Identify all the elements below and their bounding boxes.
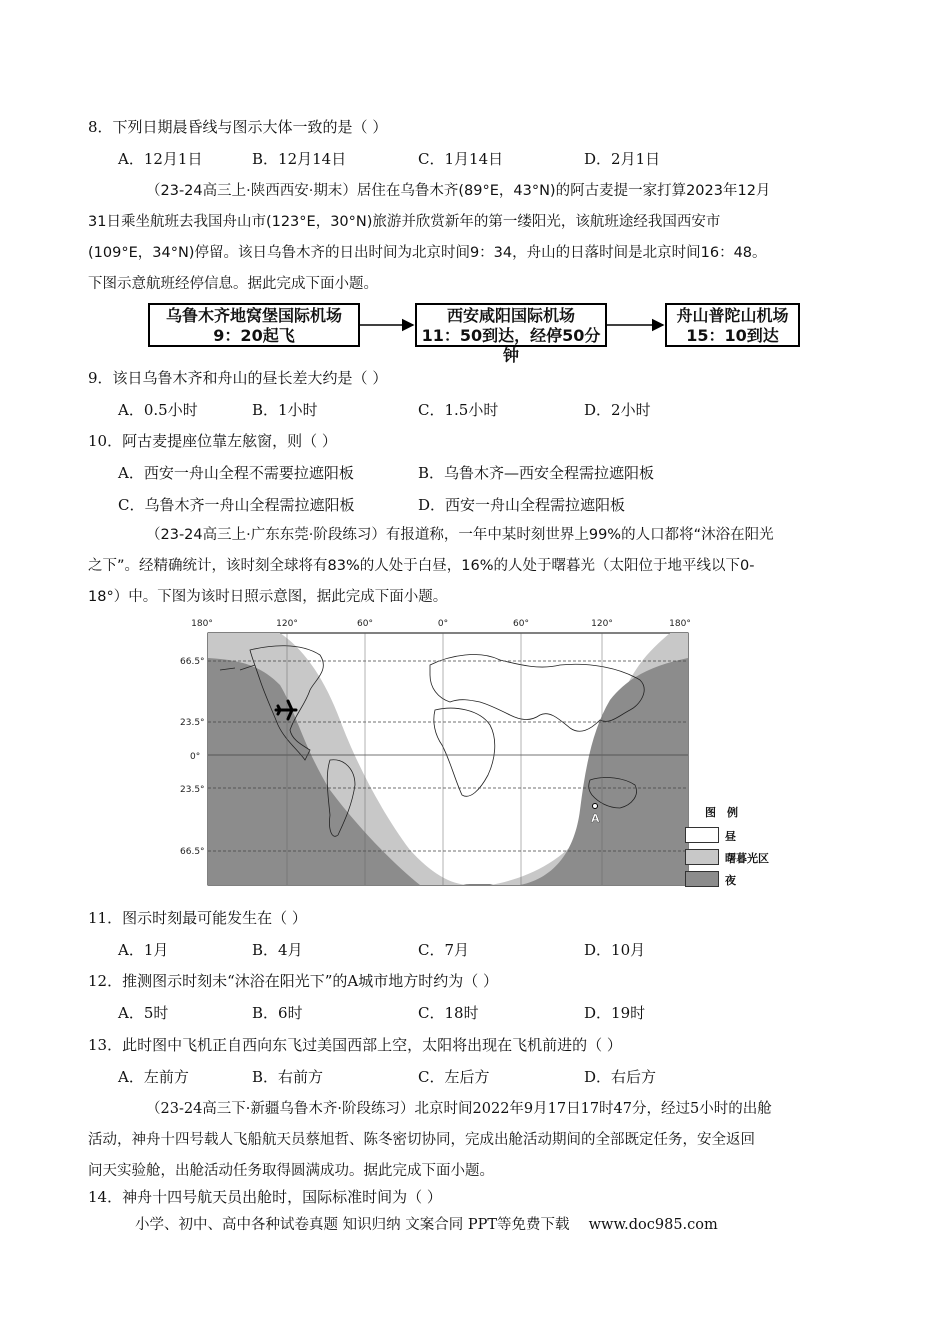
legend-title: 图 例	[705, 806, 738, 819]
q10-option-b: B．乌鲁木齐—西安全程需拉遮阳板	[418, 464, 655, 482]
q13-option-b: B．右前方	[252, 1068, 324, 1086]
flow-box-xian-name: 西安咸阳国际机场	[446, 306, 575, 325]
q11-stem: 11．图示时刻最可能发生在（ ）	[88, 909, 307, 927]
legend-swatch-night	[685, 871, 719, 887]
q8-stem: 8．下列日期晨昏线与图示大体一致的是（ ）	[88, 118, 388, 136]
passage-2-line: 18°）中。下图为该时日照示意图，据此完成下面小题。	[88, 589, 448, 605]
flow-box-urumqi-name: 乌鲁木齐地窝堡国际机场	[165, 306, 342, 325]
q10-stem: 10．阿古麦提座位靠左舷窗，则（ ）	[88, 432, 337, 450]
q13-stem: 13．此时图中飞机正自西向东飞过美国西部上空，太阳将出现在飞机前进的（ ）	[88, 1036, 622, 1054]
passage-1-line: 31日乘坐航班去我国舟山市(123°E，30°N)旅游并欣赏新年的第一缕阳光，该航班途经我国西安市	[88, 214, 721, 230]
lon-label: 180°	[191, 619, 213, 629]
passage-3-line: 问天实验舱，出舱活动任务取得圆满成功。据此完成下面小题。	[88, 1163, 494, 1179]
q9-option-b: B．1小时	[252, 401, 318, 419]
q10-option-d: D．西安一舟山全程需拉遮阳板	[418, 496, 626, 514]
legend-swatch-day	[685, 827, 719, 843]
page-footer: 小学、初中、高中各种试卷真题 知识归纳 文案合同 PPT等免费下载 www.doc985.com	[135, 1217, 718, 1233]
lat-label: 23.5°	[180, 785, 205, 795]
q12-option-d: D．19时	[584, 1004, 646, 1022]
point-a-marker	[593, 804, 598, 809]
q10-option-c: C．乌鲁木齐一舟山全程需拉遮阳板	[118, 496, 355, 514]
flow-box-zhoushan-name: 舟山普陀山机场	[676, 306, 789, 325]
q9-option-a: A．0.5小时	[118, 401, 198, 419]
q11-option-b: B．4月	[252, 941, 303, 959]
lon-label: 120°	[276, 619, 298, 629]
q11-option-a: A．1月	[118, 941, 169, 959]
q8-option-d: D．2月1日	[584, 150, 661, 168]
q12-option-c: C．18时	[418, 1004, 479, 1022]
q8-option-a: A．12月1日	[118, 150, 203, 168]
q8-option-b: B．12月14日	[252, 150, 347, 168]
illumination-map	[180, 610, 770, 890]
q13-option-d: D．右后方	[584, 1068, 657, 1086]
flow-box-xian-time: 11：50到达，经停50分钟	[421, 326, 601, 365]
flow-box-zhoushan-time: 15：10到达	[686, 326, 779, 345]
q8-option-c: C．1月14日	[418, 150, 504, 168]
q10-option-a: A．西安一舟山全程不需要拉遮阳板	[118, 464, 354, 482]
legend-label-day: 昼	[725, 830, 736, 843]
q13-option-a: A．左前方	[118, 1068, 189, 1086]
q14-stem: 14．神舟十四号航天员出舱时，国际标准时间为（ ）	[88, 1188, 442, 1206]
lat-label: 66.5°	[180, 657, 205, 667]
passage-2	[88, 520, 868, 613]
lon-label: 60°	[513, 619, 529, 629]
point-a-label: A	[591, 812, 600, 825]
lat-label: 0°	[190, 752, 201, 762]
lon-label: 0°	[437, 619, 449, 629]
flow-box-urumqi-time: 9：20起飞	[213, 326, 295, 345]
q11-option-d: D．10月	[584, 941, 646, 959]
lon-label: 180°	[669, 619, 691, 629]
passage-1-line: (109°E，34°N)停留。该日乌鲁木齐的日出时间为北京时间9：34，舟山的日落时间是北京时间16：48。	[88, 245, 767, 261]
passage-3	[88, 1094, 868, 1187]
lon-label: 60°	[357, 619, 373, 629]
q11-option-c: C．7月	[418, 941, 470, 959]
lon-label: 120°	[591, 619, 613, 629]
legend-label-twilight: 曙暮光区	[725, 852, 769, 865]
passage-2-line: 之下”。经精确统计，该时刻全球将有83%的人处于白昼，16%的人处于曙暮光（太阳位于地平线以下0-	[88, 558, 755, 574]
q9-option-d: D．2小时	[584, 401, 651, 419]
passage-2-line: （23-24高三上·广东东莞·阶段练习）有报道称，一年中某时刻世界上99%的人口都将“沐浴在阳光	[146, 527, 774, 543]
legend-label-night: 夜	[725, 874, 736, 887]
passage-3-line: 活动，神舟十四号载人飞船航天员蔡旭哲、陈冬密切协同，完成出舱活动期间的全部既定任务，安全返回	[88, 1132, 755, 1148]
q12-option-b: B．6时	[252, 1004, 303, 1022]
legend-swatch-twilight	[685, 849, 719, 865]
lat-label: 23.5°	[180, 718, 205, 728]
q9-option-c: C．1.5小时	[418, 401, 499, 419]
lat-label: 66.5°	[180, 847, 205, 857]
passage-3-line: （23-24高三下·新疆乌鲁木齐·阶段练习）北京时间2022年9月17日17时47分，经过5小时的出舱	[146, 1101, 772, 1117]
passage-1-line: （23-24高三上·陕西西安·期末）居住在乌鲁木齐(89°E，43°N)的阿古麦提一家打算2023年12月	[146, 183, 771, 199]
q12-option-a: A．5时	[118, 1004, 169, 1022]
flow-arrows	[0, 0, 950, 400]
q13-option-c: C．左后方	[418, 1068, 490, 1086]
passage-1-line: 下图示意航班经停信息。据此完成下面小题。	[88, 276, 378, 292]
q12-stem: 12．推测图示时刻未“沐浴在阳光下”的A城市地方时约为（ ）	[88, 972, 499, 990]
q9-stem: 9．该日乌鲁木齐和舟山的昼长差大约是（ ）	[88, 369, 388, 387]
